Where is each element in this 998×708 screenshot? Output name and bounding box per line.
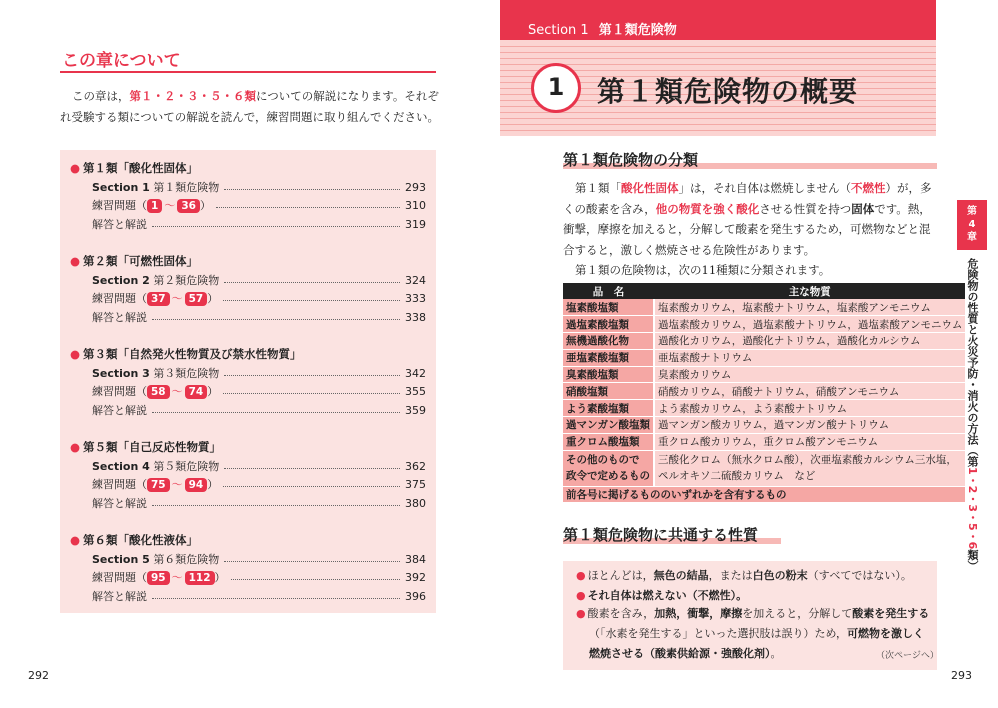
table-row: 過マンガン酸塩類 過マンガン酸カリウム，過マンガン酸ナトリウム (563, 417, 965, 434)
table-row: 重クロム酸塩類 重クロム酸カリウム，重クロム酸アンモニウム (563, 433, 965, 450)
bullet-icon: ● (70, 347, 81, 361)
table-row: 過塩素酸塩類 過塩素酸カリウム，過塩素酸ナトリウム，過塩素酸アンモニウム (563, 316, 965, 333)
toc-section-row[interactable]: Section 4 第５類危険物 362 (92, 459, 426, 473)
question-range-end: 94 (185, 478, 208, 492)
question-range-start: 37 (147, 292, 170, 306)
substances-table (563, 283, 965, 503)
bullet-icon: ● (70, 440, 81, 454)
heading-classification: 第１類危険物の分類 (563, 151, 699, 169)
table-row: 亜塩素酸塩類 亜塩素酸ナトリウム (563, 349, 965, 366)
chapter-side-title: 危険物の性質と火災予防・消火の方法（第1・2・3・5・6類） (966, 258, 979, 572)
body-text: 第１類「酸化性固体」は，それ自体は燃焼しません（不燃性）が，多くの酸素を含み，他の物質を強く酸化させる性質を持つ固体です。熱，衝撃，摩擦を加えると，分解して酸素を発生するため，可燃物などと混合すると，激しく燃焼させる危険性があります。 第１類の危険物は，次の11種類に分類されます。 (563, 181, 932, 277)
table-row: 無機過酸化物 過酸化カリウム，過酸化ナトリウム，過酸化カルシウム (563, 333, 965, 350)
chapter-heading-rule (60, 71, 436, 73)
heading-common-properties: 第１類危険物に共通する性質 (563, 526, 759, 544)
toc-practice-row[interactable]: 練習問題（ 58 〜 74 ） 355 (92, 384, 426, 398)
page-title: 第１類危険物の概要 (597, 75, 859, 108)
chapter-intro: この章は，第１・２・３・５・６類についての解説になります。それぞれ受験する類についての解説を読んで，練習問題に取り組んでください。 (60, 89, 440, 124)
bullet-icon: ● (576, 607, 586, 620)
question-range-end: 74 (185, 385, 208, 399)
toc-group-heading: ● 第２類「可燃性固体」 (70, 254, 199, 268)
table-row: よう素酸塩類 よう素酸カリウム，よう素酸ナトリウム (563, 400, 965, 417)
question-range-start: 58 (147, 385, 170, 399)
toc-answers-row[interactable]: 解答と解説 359 (92, 403, 426, 417)
bullet-icon: ● (70, 533, 81, 547)
page-number-right: 293 (951, 669, 972, 682)
toc-group-heading: ● 第１類「酸化性固体」 (70, 161, 199, 175)
title-number: 1 (547, 73, 565, 101)
toc-section-row[interactable]: Section 2 第２類危険物 324 (92, 273, 426, 287)
bullet-icon: ● (576, 589, 586, 602)
toc-section-row[interactable]: Section 5 第６類危険物 384 (92, 552, 426, 566)
toc-practice-row[interactable]: 練習問題（ 37 〜 57 ） 333 (92, 291, 426, 305)
next-page-note: （次ページへ） (876, 651, 939, 661)
property-item: ● 酸素を含み，加熱，衝撃，摩擦を加えると，分解して酸素を発生する（「水素を発生する」といった選択肢は誤り）ため，可燃物を激しく燃焼させる（酸素供給源・強酸化剤）。 (576, 607, 930, 660)
table-row: 硝酸塩類 硝酸カリウム，硝酸ナトリウム，硝酸アンモニウム (563, 383, 965, 400)
toc-answers-row[interactable]: 解答と解説 319 (92, 217, 426, 231)
bullet-icon: ● (576, 569, 586, 582)
table-footer-row: 前各号に掲げるもののいずれかを含有するもの (563, 486, 965, 503)
chapter-side-tab-label: 第 4 章 (967, 206, 977, 243)
toc-practice-row[interactable]: 練習問題（ 1 〜 36 ） 310 (92, 198, 426, 212)
question-range-end: 57 (185, 292, 208, 306)
intro-highlight: 第１・２・３・５・６類 (129, 89, 256, 103)
table-row: 塩素酸塩類 塩素酸カリウム，塩素酸ナトリウム，塩素酸アンモニウム (563, 299, 965, 316)
property-item: ● ほとんどは，無色の結晶，または白色の粉末（すべてではない）。 (576, 569, 912, 582)
chapter-heading: この章について (62, 51, 181, 71)
question-range-end: 36 (177, 199, 200, 213)
table-header: 品 名 (563, 283, 654, 299)
toc-practice-row[interactable]: 練習問題（ 95 〜 112 ） 392 (92, 570, 426, 584)
table-row: その他のもので 政令で定めるもの 三酸化クロム（無水クロム酸），次亜塩素酸カルシウム三水塩， ペルオキソ二硫酸カリウム など (563, 450, 965, 486)
toc-practice-row[interactable]: 練習問題（ 75 〜 94 ） 375 (92, 477, 426, 491)
page-number-left: 292 (28, 669, 49, 682)
question-range-end: 112 (185, 571, 215, 585)
toc-answers-row[interactable]: 解答と解説 396 (92, 589, 426, 603)
toc-answers-row[interactable]: 解答と解説 380 (92, 496, 426, 510)
section-label: Section 1 第１類危険物 (528, 23, 677, 38)
question-range-start: 75 (147, 478, 170, 492)
toc-group-heading: ● 第３類「自然発火性物質及び禁水性物質」 (70, 347, 302, 361)
table-row: 臭素酸塩類 臭素酸カリウム (563, 366, 965, 383)
question-range-start: 1 (147, 199, 162, 213)
bullet-icon: ● (70, 161, 81, 175)
toc-group-heading: ● 第５類「自己反応性物質」 (70, 440, 222, 454)
table-header: 主な物質 (654, 283, 965, 299)
toc-section-row[interactable]: Section 3 第３類危険物 342 (92, 366, 426, 380)
property-item: ● それ自体は燃えない（不燃性）。 (576, 589, 748, 602)
question-range-start: 95 (147, 571, 170, 585)
table-header-row (563, 283, 965, 299)
toc-answers-row[interactable]: 解答と解説 338 (92, 310, 426, 324)
toc-group-heading: ● 第６類「酸化性液体」 (70, 533, 199, 547)
toc-section-row[interactable]: Section 1 第１類危険物 293 (92, 180, 426, 194)
bullet-icon: ● (70, 254, 81, 268)
